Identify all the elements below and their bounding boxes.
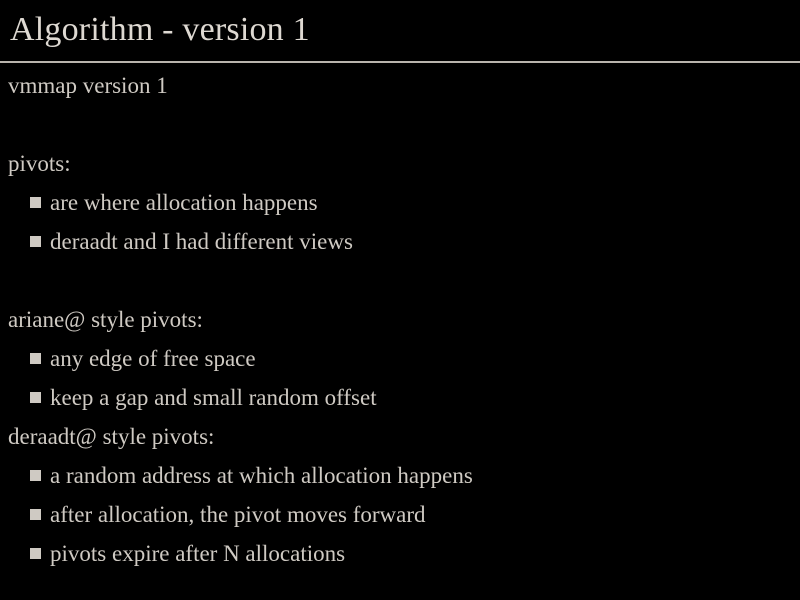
list-item-label: are where allocation happens [50,190,318,215]
section-heading-ariane-pivots: ariane@ style pivots: [8,307,203,332]
list-item-label: keep a gap and small random offset [50,385,377,410]
list-item-label: any edge of free space [50,346,256,371]
list-item [4,183,800,222]
list-item [4,495,800,534]
square-bullet-icon [30,197,41,208]
spacer [4,105,800,144]
list-item [4,222,800,261]
list-item [4,534,800,573]
square-bullet-icon [30,548,41,559]
list-item-label: deraadt and I had different views [50,229,353,254]
title-divider [0,61,800,63]
list-item [4,456,800,495]
square-bullet-icon [30,236,41,247]
slide-subtitle: vmmap version 1 [8,73,168,98]
square-bullet-icon [30,470,41,481]
section-heading-deraadt-pivots: deraadt@ style pivots: [8,424,215,449]
section-heading-pivots: pivots: [8,151,71,176]
list-item [4,339,800,378]
list-item-label: after allocation, the pivot moves forward [50,502,426,527]
slide-body [4,66,800,600]
spacer [4,261,800,300]
list-item [4,378,800,417]
slide-title: Algorithm - version 1 [10,11,310,48]
list-item-label: a random address at which allocation happens [50,463,473,488]
square-bullet-icon [30,392,41,403]
square-bullet-icon [30,353,41,364]
square-bullet-icon [30,509,41,520]
list-item-label: pivots expire after N allocations [50,541,346,566]
